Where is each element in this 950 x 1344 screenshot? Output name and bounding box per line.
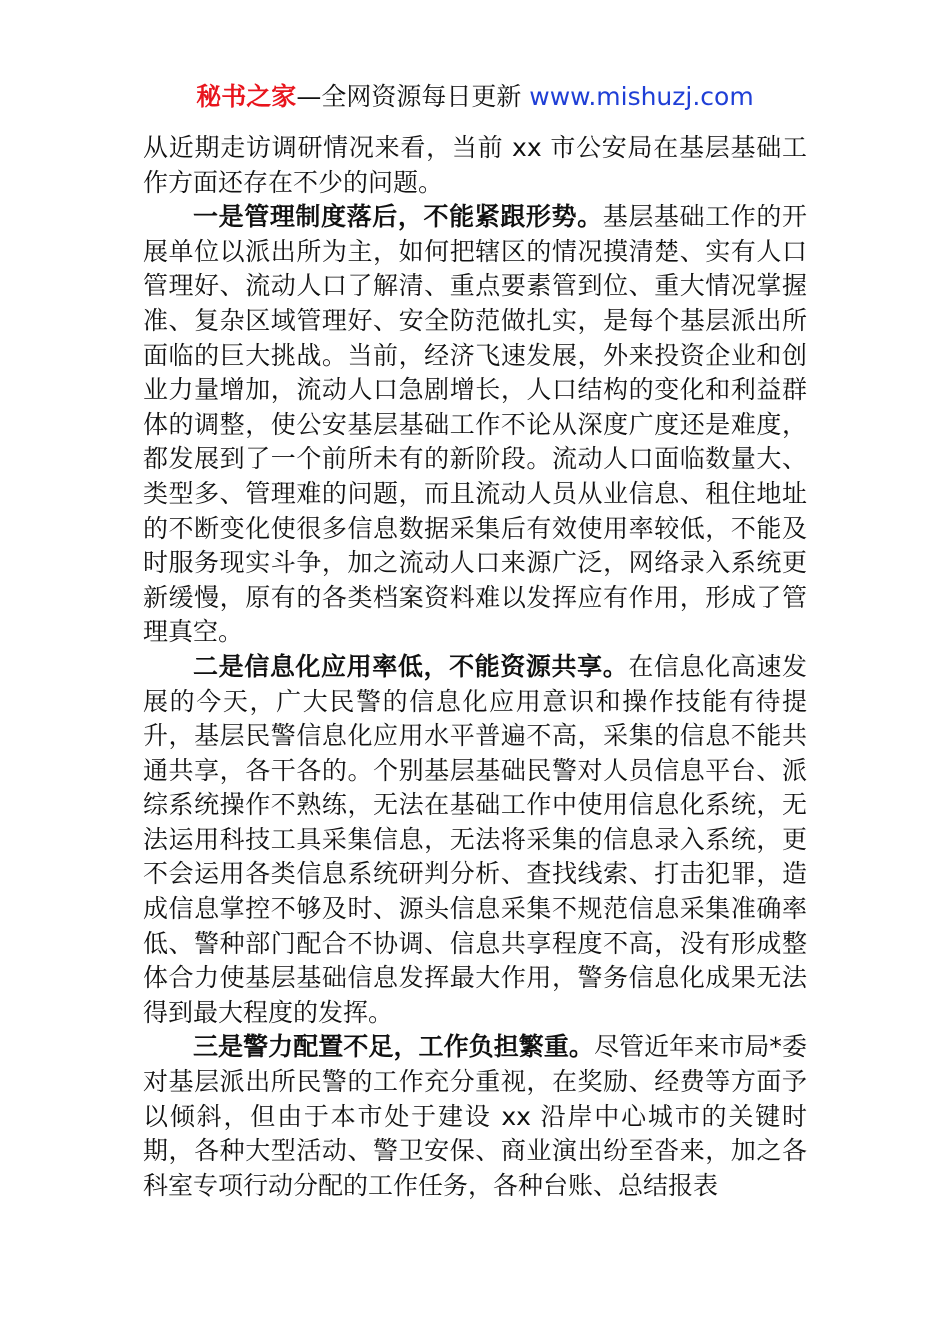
site-header (0, 80, 950, 114)
paragraph-point-3 (143, 1030, 807, 1203)
paragraph-lead: 三是警力配置不足，工作负担繁重。 (193, 1032, 594, 1062)
document-body (143, 131, 807, 1203)
header-tagline: —全网资源每日更新 (296, 82, 522, 111)
paragraph-text: 基层基础工作的开展单位以派出所为主，如何把辖区的情况摸清楚、实有人口管理好、流动人口了解清、重点要素管到位、重大情况掌握准、复杂区域管理好、安全防范做扎实，是每个基层派出所面临的巨大挑战。当前，经济飞速发展，外来投资企业和创业力量增加，流动人口急剧增长，人口结构的变化和利益群体的调整，使公安基层基础工作不论从深度广度还是难度，都发展到了一个前所未有的新阶段。流动人口面临数量大、类型多、管理难的问题，而且流动人员从业信息、租住地址的不断变化使很多信息数据采集后有效使用率较低，不能及时服务现实斗争，加之流动人口来源广泛，网络录入系统更新缓慢，原有的各类档案资料难以发挥应有作用，形成了管理真空。 (143, 202, 807, 647)
paragraph-point-1 (143, 200, 807, 650)
paragraph-point-2 (143, 650, 807, 1031)
paragraph-text: 尽管近年来市局*委对基层派出所民警的工作充分重视，在奖励、经费等方面予以倾斜，但由于本市处于建设 xx 沿岸中心城市的关键时期，各种大型活动、警卫安保、商业演出纷至沓来，加之各科室专项行动分配的工作任务，各种台账、总结报表 (143, 1032, 807, 1200)
paragraph-lead: 二是信息化应用率低，不能资源共享。 (193, 651, 629, 681)
paragraph-text: 在信息化高速发展的今天，广大民警的信息化应用意识和操作技能有待提升，基层民警信息化应用水平普遍不高，采集的信息不能共通共享，各干各的。个别基层基础民警对人员信息平台、派综系统操作不熟练，无法在基础工作中使用信息化系统，无法运用科技工具采集信息，无法将采集的信息录入系统，更不会运用各类信息系统研判分析、查找线索、打击犯罪，造成信息掌控不够及时、源头信息采集不规范信息采集准确率低、警种部门配合不协调、信息共享程度不高，没有形成整体合力使基层基础信息发挥最大作用，警务信息化成果无法得到最大程度的发挥。 (143, 651, 807, 1027)
site-url: www.mishuzj.com (521, 82, 754, 111)
brand-name: 秘书之家 (196, 82, 297, 111)
paragraph-intro (143, 131, 807, 200)
paragraph-lead: 一是管理制度落后，不能紧跟形势。 (193, 202, 603, 232)
paragraph-text: 从近期走访调研情况来看，当前 xx 市公安局在基层基础工作方面还存在不少的问题。 (143, 133, 807, 197)
